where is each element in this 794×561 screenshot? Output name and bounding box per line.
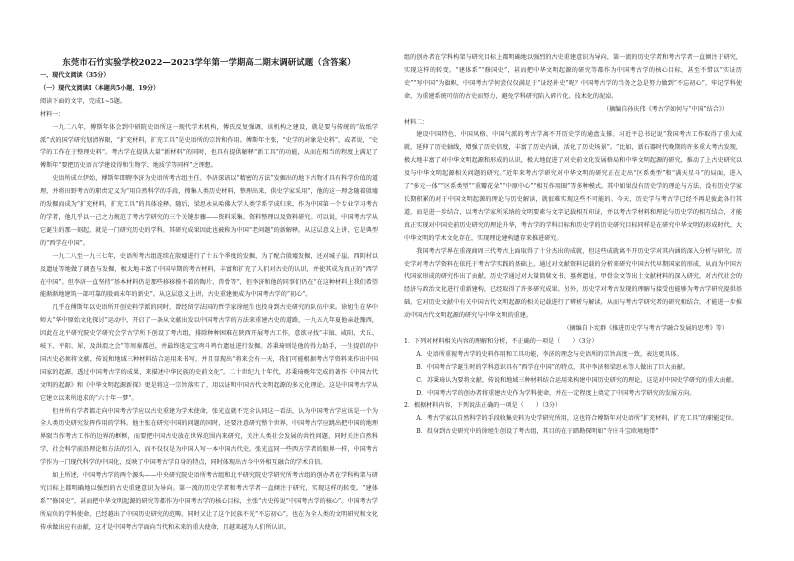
- option: A．史语所重视考古学的史料作用和工具功能，李济的理念与史语所的宗旨高度一致，表达更具体。: [416, 350, 683, 358]
- section-heading: 一、现代文阅读（35分）: [40, 72, 110, 79]
- paragraph: 我国考古学界在重视商周三代考古上面取得了十分杰出的成就，但这些成就离不开历史学对其内涵的深入分析与研究。历史学对考古学资料在依托于考古学实践的基础上，通过对文献资料记载的分析来研究中国古代早期国家的形成，从而为中国古代国家形成的研究作出了贡献。历史学通过对大量简牍文书、墓葬遗址、甲骨金文等出土文献材料的深入研究，对古代社会的经济与政治文化进行重新建构，已经取得了许多研究成果。另外，历史学对考古发现的理解与接受也能够为考古学研究提供基础，它对历史文献中有关中国古代文明起源的相关记载进行了辨析与解读，从而与考古学研究者的研究相结合，才能进一步推动中国古代文明起源的研究与中华文明的重建。: [404, 247, 742, 320]
- paragraph: 但并所有学者都走向中国考古学应以古史重建为学术使命，张光直就不完全认同这一看法，认为中国考古学应该是一个为全人类历史研究发挥作用的学科。他主张在研究中国的问题的同时，还要注意研究整个世界，中国考古学应跳出把中国的地理界限当作考古工作的边界的框框，而要把中国古史放在世界范围内来研究，关注人类社会发展的共性问题，同时关注自然科学、社会科学前沿理论和方法的引入，而不仅仅是为中国人写一本中国古代史。张光直同一些西方学者的眼界一样，中国考古学作为一门现代科学的中国化，反映了中国考古学自身的特点，同时体现出古今中外相互融合的学术自信。: [40, 407, 378, 467]
- option: B．投身到古史研究中的徐旭生创设了考古组，其目的在于踏勘探明如“寺庄斗宝欧境地带”: [416, 428, 659, 436]
- option: A．考古学家以自然科学的手段收集史料为史学研究所用，这也符合傅斯年对史语所“扩充材料，扩充工具”的职能定位。: [416, 415, 738, 423]
- instruction-text: 阅读下面的文字，完成1~5题。: [40, 97, 126, 105]
- source-note: （摘编自卜宪群《推进历史学与考古学融合发展的思考》等）: [563, 325, 728, 333]
- option: D．中国考古学的创办者将重建古史作为学科使命，并在一定程度上奠定了中国考古学研究的发展方向。: [416, 389, 696, 397]
- source-note: （摘编自孙庆伟《考古学如何与“中国”结合》）: [602, 105, 728, 113]
- subsection-heading: （一）现代文阅读Ⅰ（本题共5小题，19分）: [40, 84, 160, 92]
- material-two-label: 材料二：: [404, 118, 429, 126]
- page-title: 东莞市石竹实验学校2022—2023学年第一学期高二期末调研试题（含答案）: [62, 57, 356, 67]
- material-one-label: 材料一：: [40, 110, 65, 118]
- paragraph-continued: 组的创办者在学科构架与研究目标上都明确地以强烈的古史重建意识为导向，第一流的历史学者和考古学者一直倾注于研究，实现这样的转变。“建体系”“修国史”，甚而把中华文明起源的研究等都作为中国考古学的核心目标，甚至不惜以“实证历史”“写中国”为旗帜，中国考古学何尝仅仅满足于“证经补史”呢？中国考古学的当务之急是努力做到“不忘初心”，牢记学科使命，为重建系统可信的古史而努力，避免学科研究陷入碎片化、技术化的泥淖。: [404, 54, 742, 100]
- question-2: 2．根据材料内容，下列说法正确的一项是（ ）（3分）: [404, 402, 562, 410]
- paragraph: 建设中国特色、中国风格、中国气派的考古学离不开历史学的通盘支撑。习近平总书记说“我国考古工作取得了重大成就，延伸了历史轴线，增强了历史信度，丰富了历史内涵，活化了历史场景”。“比如，新石器时代晚期的许多重大考古发现，极大地丰富了对中华文明起源和形成的认识，极大地促进了对史前文化发展格局和中华文明起源的研究，推动了上古史研究以及与中华文明起源相关问题的研究。”近年来考古学研究对中华文明的研究正在走出“区系类型”和“满天星斗”的局面，进入了“多元一体”“区系类型”“重瓣花朵”“中原中心”“相互作用圈”等多种模式。其中如果没有历史学的理论与方法，没有历史学家长期积累的对于中国文明起源的理论与历史解读，就很难实现这些不可能的。今天，历史学与考古学已经不再是彼此各行其道，而是进一步结合，以考古学家所采纳的文明要素与文字记载相互印证，并以考古学材料和理论与历史学的相互结合，才能真正实现对中国史前历史研究的理论升华，考古学的学科目标和历史学的历史研究目标同样是在研究中华文明的形成时代、大中华文明的学术文化存在，实现理论建构遗存来推进研究。: [404, 131, 742, 242]
- paragraph: 几乎在傅斯年以史语所开创史料学派的同时，曾经留学法国的哲学家徐旭生也投身到古史研究的队伍中来。徐旭生在华中师大“华中原始文化探讨”运动中，开启了一条从文献出发以中国考古学的方法来重建古史的道路，一九五九年夏他亲赴豫西，因此在北平研究院史学研究会学古学所下创设了考古组，排除种种困难在陕西开展考古工作，意欲寻找“丰镐、咸阳、犬丘、岐下、平阳、犀，及洪渭之会”等周秦都邑，并最终选定宝鸡斗鸡台遗址进行发掘。苏秉琦则是他的得力助手，一生提倡的中国古史必须将文献、传说和地域三种材料结合运用来书写，并且显现出“将来会有一天，我们可能根据考古学资料来作出中国国家的起源，透过中国考古学的成果，来描述中华民族的史前文化”。二十世纪九十年代，苏秉琦晚年完成的著作《中国古代文明的起源》和《中华文明起源新探》更是将这一宗旨落实了，用以证明中国古代文明起源的多元化理论。这是中国考古学从它建立以来所追求的“六十年一梦”。: [40, 304, 378, 402]
- option: C．苏秉琦认为要将文献、传说和地域三种材料结合运用来构建中国历史研究的理论，这是对中国史学研究的重大贡献。: [416, 376, 738, 384]
- question-1: 1．下列对材料相关内容的理解和分析，不正确的一项是（ ）（3分）: [404, 337, 598, 345]
- paragraph: 一九二八年，傅斯年体会到中研院史语所这一现代学术机构，傅氏反复强调，该机构之建设，就是要与传统的“故纸学派”式的国学研究划清界限，“扩充材料，扩充工具”是史语所的宗旨和作用。傅斯年主张，“史学的对象是史料”，或者说，“史学的工作在于整理史料”。考古学在提供大量“新材料”的同时，也具有提供解释“新工具”的功能，从而在相当的程度上满足了傅斯年“要把历史语言学建设得和生物学、地质学等同样”之理想。: [40, 123, 378, 170]
- paragraph: 如上所述，中国考古学的两个源头——中央研究院史语所考古组和北平研究院史学研究所考古组的创办者在学科构架与研究目标上都明确地以强烈的古史重建意识为导向。第一流的历史学者和考古学者一直倾注于研究，实现这样的转变。“建体系”“修国史”，甚而把中华文明起源的研究等都作为中国考古学的核心目标，主张“古史传说”中国考古学的核心”。中国考古学所肩负的学科使命，已经越出了中国历史研究的范畴。同时又让了这个民族不光“不忘初心”，也在为全人类的文明研究和文化传承做出应有贡献，这才是中国考古学面向当代和未来的重大使命，且越来越为人们所认识。: [40, 472, 378, 531]
- right-column: [404, 52, 742, 439]
- paragraph: 史语所成立伊始，傅斯年即聘李济为史语所考古组主任。李济深谙以“精密的方法”发掘出的地下古物才具有科学价值的道理，并将田野考古的职责定义为“用自然科学的手段，搜集人类历史材料，整理出来，供史学家采用”，他的这一理念随着殷墟的发掘而成为“扩充材料，扩充工具”的具体诠释。随后，梁思永从哈佛大学人类学系学成归来，作为中国第一个专业学习考古的学者，他几乎以一己之力规范了考古学研究的三个关键步骤——资料采集、资料整理以及资料研究。可以说，中国考古学从它诞生的那一刻起，就是一门研究历史的学科，其研究成果因此也被称为中国“老问题”的新解释。从这层意义上讲，它是典型的“西学在中国”。: [40, 175, 378, 247]
- paragraph: 一九二八至一九三七年，史语所考古组连续在殷墟进行了十五个季度的发掘，为了配合殷墟发掘，还对城子崖、西阴村以及遗址等地做了调查与发掘，极大地丰富了中国早期的考古材料，丰富和扩充了人们对古史的认识，并使其成为真正的“西学在中国”。但李济一直坚持“基本材料仍是那些移移摸不着的陶片、兽骨等”，但李济和他的同事们仍在“在这种材料上我们希望能渐渐地建筑一部可靠的殷商末年的新史”。从这层意义上讲，古史重建便成为中国考古学的“初心”。: [40, 252, 378, 299]
- left-column: [40, 70, 378, 535]
- option: B．中国考古学诞生时的学科意识具有“西学在中国”的特点，其中李济和梁思永等人做出了巨大贡献。: [416, 363, 689, 371]
